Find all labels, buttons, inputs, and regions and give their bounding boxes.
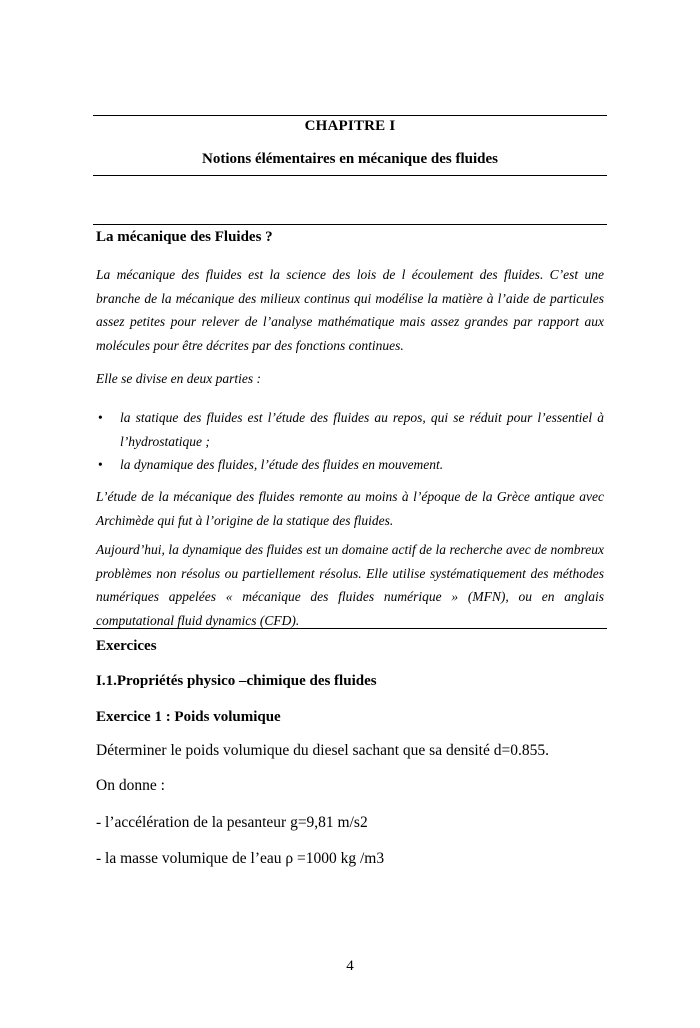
list-item xyxy=(96,453,604,477)
section-intro-paragraph: La mécanique des fluides est la science des lois de l écoulement des fluides. C’est une branche de la mécanique des milieux continus qui modélise la matière à l’aide de particules assez petites pour relever de l’analyse mathématique mais assez grandes par rapport aux molécules pour être décrites par des fonctions continues. xyxy=(96,267,604,353)
chapter-title: CHAPITRE I xyxy=(304,118,396,134)
section-today-paragraph: Aujourd’hui, la dynamique des fluides est un domaine actif de la recherche avec de nombreux problèmes non résolus ou partiellement résolus. Elle utilise systématiquement des méthodes numériques appelées « mécanique des fluides numérique » (MFN), ou en anglais computational fluid dynamics (CFD). xyxy=(96,542,604,628)
section-top-rule xyxy=(93,224,607,225)
given-label: On donne : xyxy=(96,777,165,794)
exercises-subheading: I.1.Propriétés physico –chimique des fluides xyxy=(96,673,377,689)
bullet-list xyxy=(96,406,604,477)
section-title: La mécanique des Fluides ? xyxy=(96,229,273,245)
section-history-paragraph: L’étude de la mécanique des fluides remonte au moins à l’époque de la Grèce antique avec Archimède qui fut à l’origine de la statique des fluides. xyxy=(96,489,604,528)
chapter-subtitle: Notions élémentaires en mécanique des fluides xyxy=(202,151,498,167)
section-divides-paragraph: Elle se divise en deux parties : xyxy=(96,371,261,386)
bullet-icon: • xyxy=(98,457,103,472)
exercise-1-title: Exercice 1 : Poids volumique xyxy=(96,709,281,725)
bullet-text: la statique des fluides est l’étude des fluides au repos, qui se réduit pour l’essentiel à l’hydrostatique ; xyxy=(120,410,604,449)
given-gravity: - l’accélération de la pesanteur g=9,81 m/s2 xyxy=(96,814,368,831)
section-bottom-rule xyxy=(93,628,607,629)
chapter-bottom-rule xyxy=(93,175,607,176)
exercise-1-statement: Déterminer le poids volumique du diesel sachant que sa densité d=0.855. xyxy=(96,742,549,759)
list-item xyxy=(96,406,604,453)
chapter-top-rule xyxy=(93,115,607,116)
bullet-text: la dynamique des fluides, l’étude des fluides en mouvement. xyxy=(120,457,444,472)
page-number: 4 xyxy=(346,958,354,974)
exercises-heading: Exercices xyxy=(96,638,157,654)
given-water-density: - la masse volumique de l’eau ρ =1000 kg /m3 xyxy=(96,850,385,867)
bullet-icon: • xyxy=(98,410,103,425)
